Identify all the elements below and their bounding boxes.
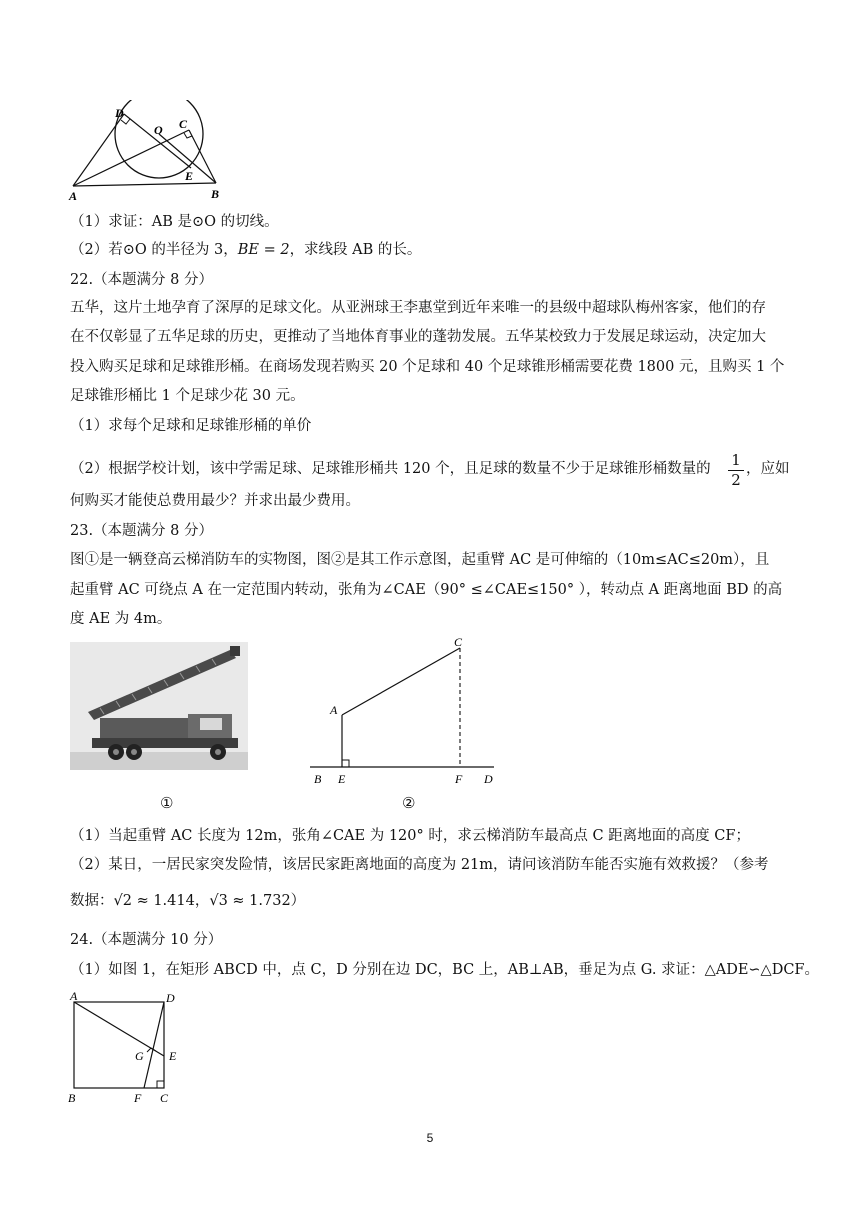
q23-body-line: 图①是一辆登高云梯消防车的实物图，图②是其工作示意图，起重臂 AC 是可伸缩的（10m≤AC≤20m），且	[70, 552, 770, 568]
fire-truck-photo	[70, 642, 248, 770]
q23-header: 23.（本题满分 8 分）	[70, 523, 214, 539]
label-b: B	[211, 187, 220, 201]
page-number: 5	[426, 1131, 434, 1145]
label-e: E	[338, 772, 346, 786]
q23-part2-line2: 数据：√2 ≈ 1.414，√3 ≈ 1.732）	[70, 893, 306, 909]
label-e: E	[169, 1049, 177, 1063]
q21-part2-text: （2）若⊙O 的半径为 3，	[70, 242, 238, 258]
q22-body-line: 在不仅彰显了五华足球的历史，更推动了当地体育事业的蓬勃发展。五华某校致力于发展足球运动，决定加大	[70, 329, 766, 345]
right-angle-mark-g	[147, 1048, 156, 1052]
fraction-one-half	[728, 452, 744, 489]
label-b: B	[68, 1091, 76, 1105]
label-d: D	[115, 106, 124, 120]
q21-part2-text-end: ，求线段 AB 的长。	[289, 242, 422, 258]
label-o: O	[154, 123, 163, 137]
rectangle-abcd	[74, 1002, 164, 1088]
label-f: F	[455, 772, 463, 786]
q24-header: 24.（本题满分 10 分）	[70, 932, 223, 948]
label-a: A	[70, 990, 78, 1003]
q22-body-line: 足球锥形桶比 1 个足球少花 30 元。	[70, 388, 305, 404]
label-c: C	[454, 635, 463, 649]
label-g: G	[135, 1049, 144, 1063]
q22-body-line: 投入购买足球和足球锥形桶。在商场发现若购买 20 个足球和 40 个足球锥形桶需要花费 1800 元，且购买 1 个	[70, 359, 785, 375]
fraction-numerator: 1	[731, 451, 741, 469]
q23-body-line: 度 AE 为 4m。	[70, 611, 172, 627]
label-b: B	[314, 772, 322, 786]
rectangle-figure	[62, 990, 192, 1108]
label-d: D	[484, 772, 493, 786]
q22-header: 22.（本题满分 8 分）	[70, 272, 214, 288]
label-a: A	[69, 189, 78, 203]
q23-part1: （1）当起重臂 AC 长度为 12m，张角∠CAE 为 120° 时，求云梯消防车最高点 C 距离地面的高度 CF；	[70, 828, 750, 844]
segment-ad	[73, 114, 124, 186]
segment-df	[144, 1002, 164, 1088]
segment-ac	[342, 648, 460, 715]
q22-part2-line1: （2）根据学校计划，该中学需足球、足球锥形桶共 120 个，且足球的数量不少于足球锥形桶数量的	[70, 461, 711, 477]
q22-part2-line2: 何购买才能使总费用最少？并求出最少费用。	[70, 493, 360, 509]
fire-truck-drawing	[70, 642, 248, 770]
right-angle-mark-c	[157, 1081, 164, 1088]
q21-part2-math: BE = 2	[237, 242, 290, 258]
label-e: E	[185, 169, 194, 183]
label-f: F	[134, 1091, 142, 1105]
q24-part1: （1）如图 1，在矩形 ABCD 中，点 C，D 分别在边 DC，BC 上，AB⊥AB，垂足为点 G. 求证：△ADE∽△DCF。	[70, 962, 819, 978]
label-c: C	[179, 117, 188, 131]
q23-part2-line1: （2）某日，一居民家突发险情，该居民家距离地面的高度为 21m，请问该消防车能否实施有效救援？（参考	[70, 857, 769, 873]
fraction-denominator: 2	[731, 471, 741, 489]
q22-part2-line1-end: ，应如	[746, 461, 790, 477]
circle-tangent-figure	[60, 100, 250, 204]
q22-part1: （1）求每个足球和足球锥形桶的单价	[70, 418, 312, 434]
label-d: D	[166, 991, 175, 1005]
q21-part1: （1）求证：AB 是⊙O 的切线。	[70, 214, 279, 230]
schematic-figure	[300, 632, 510, 792]
q21-part2	[70, 240, 792, 260]
q22-body-line: 五华，这片土地孕育了深厚的足球文化。从亚洲球王李惠堂到近年来唯一的县级中超球队梅州客家，他们的存	[70, 300, 766, 316]
right-angle-mark-e	[342, 760, 349, 767]
label-c: C	[160, 1091, 169, 1105]
segment-ac	[73, 130, 189, 186]
q23-body-line: 起重臂 AC 可绕点 A 在一定范围内转动，张角为∠CAE（90° ≤∠CAE≤150° ），转动点 A 距离地面 BD 的高	[70, 582, 783, 598]
segment-ab	[73, 183, 216, 186]
label-a: A	[330, 703, 338, 717]
figure-caption-1: ①	[160, 794, 174, 812]
figure-caption-2: ②	[402, 794, 416, 812]
